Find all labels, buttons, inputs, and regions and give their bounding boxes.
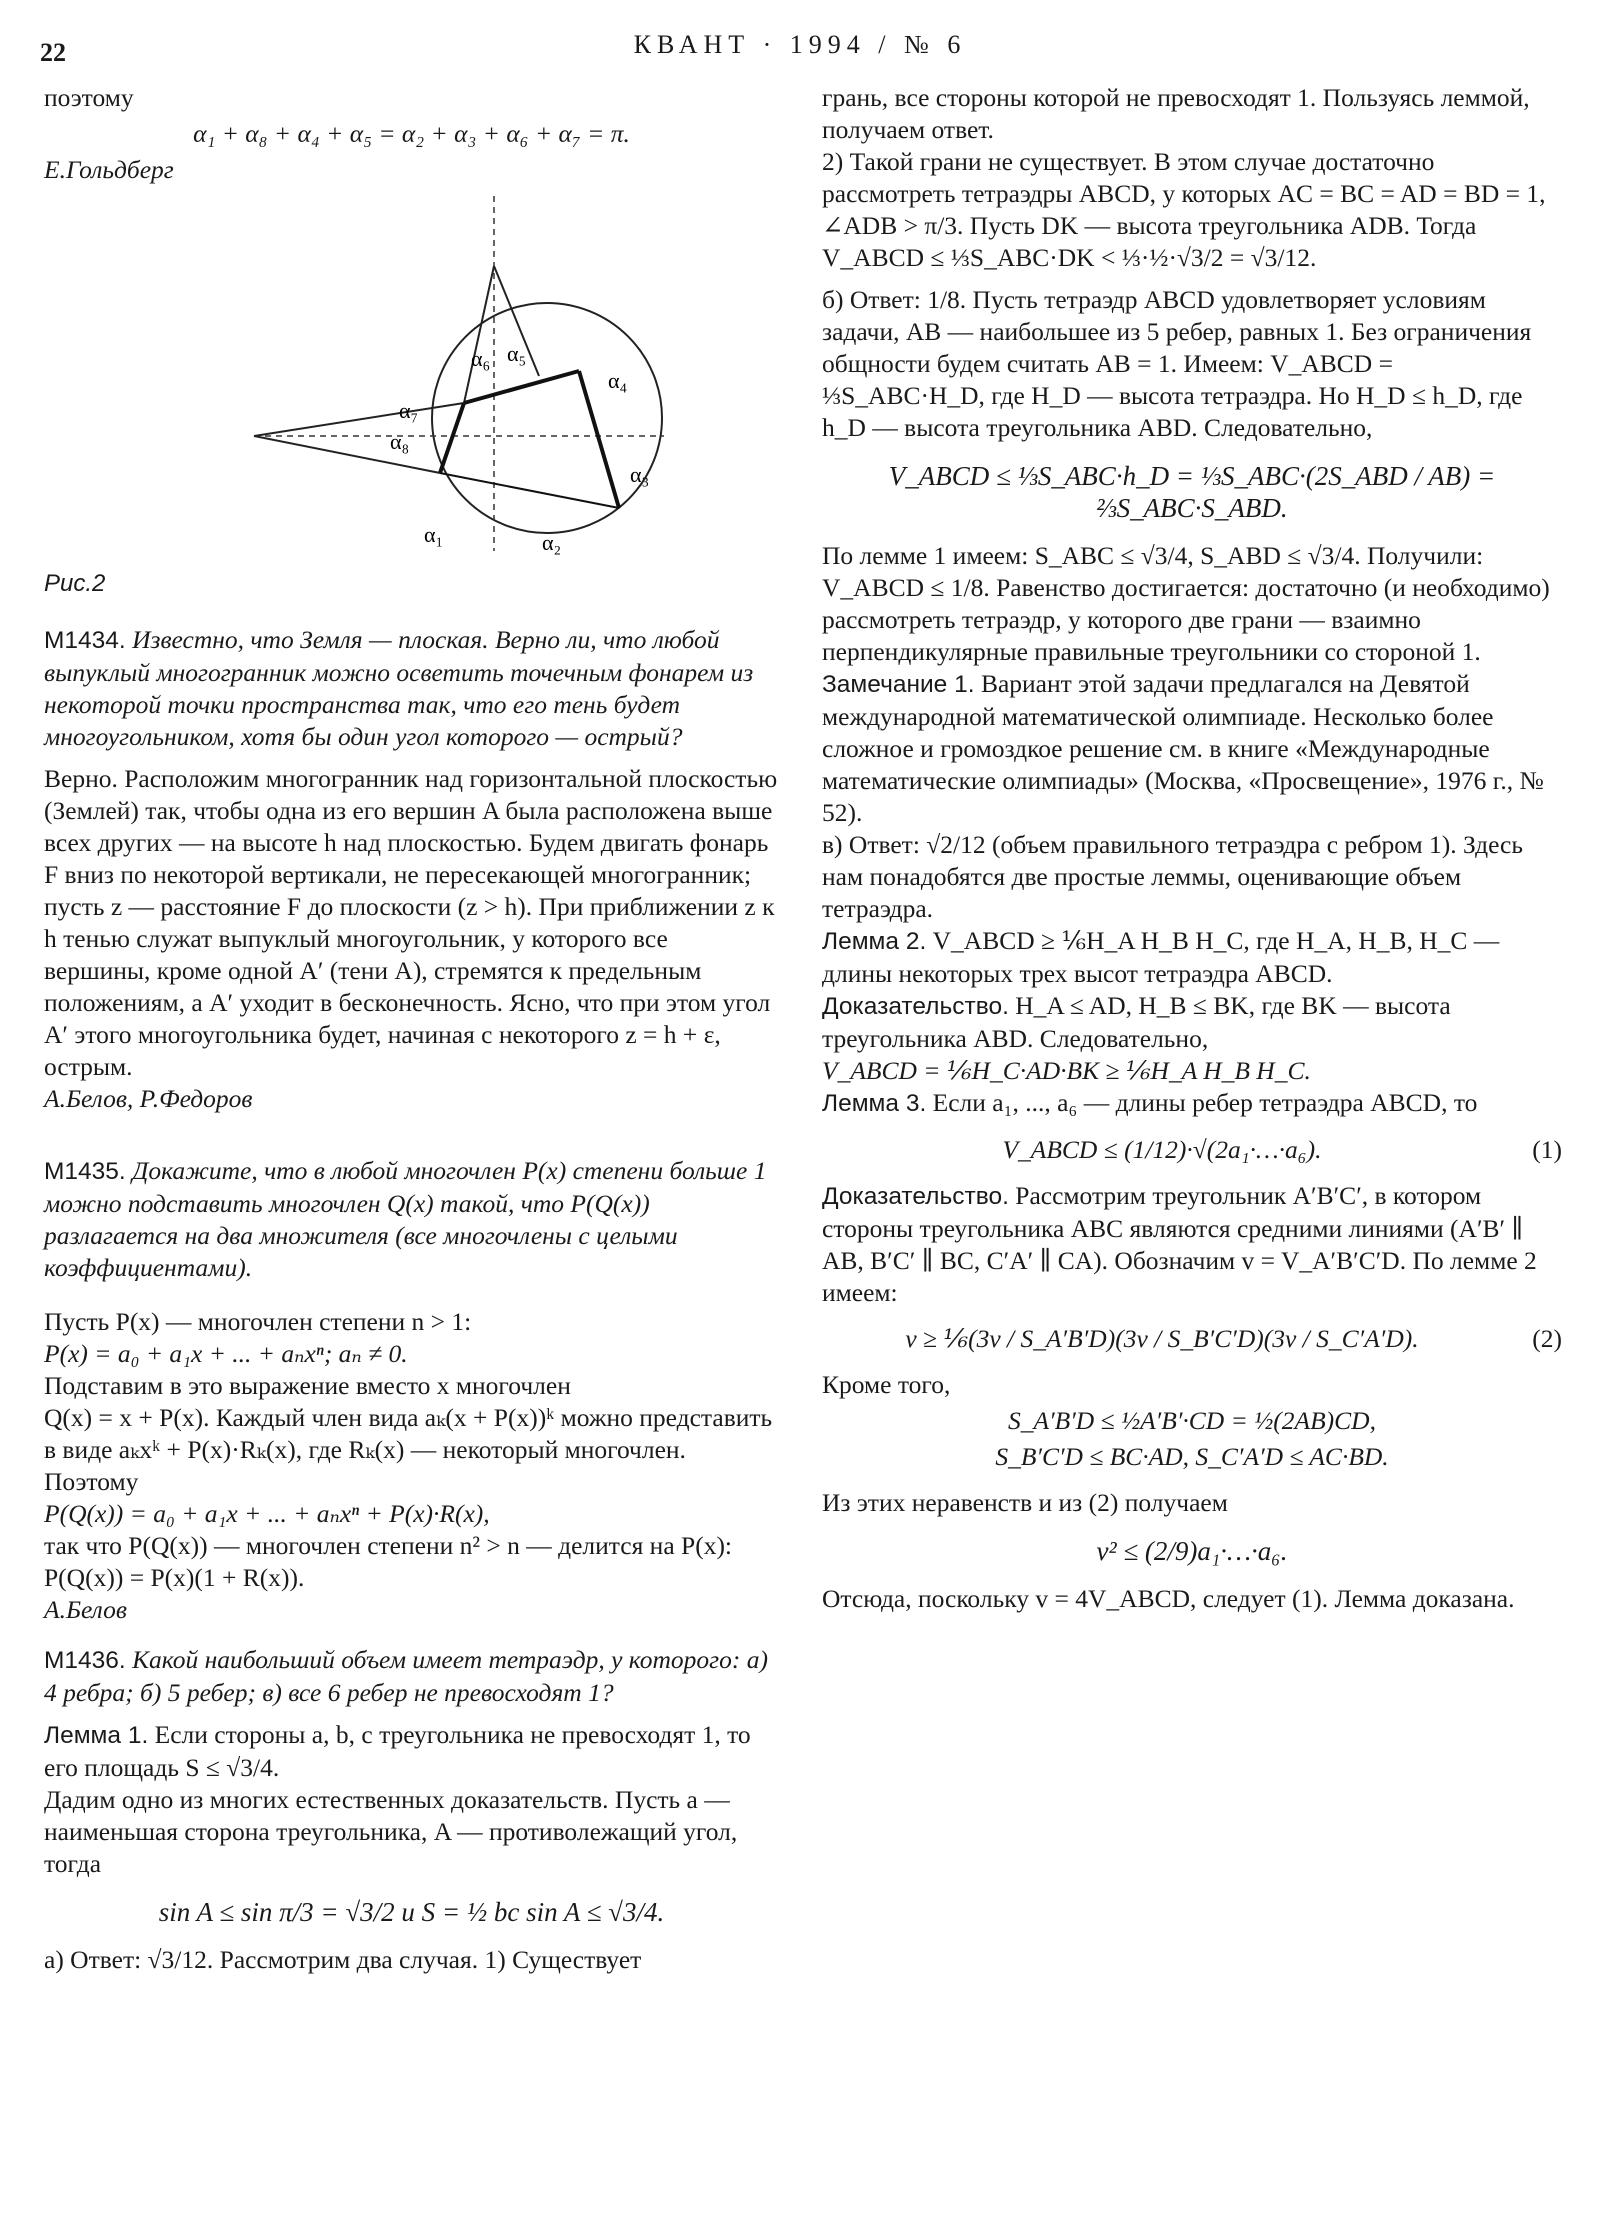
problem-authors: А.Белов, Р.Федоров [44, 1084, 253, 1113]
right-column [822, 82, 1562, 1615]
inequality-1: S_A′B′D ≤ ½A′B′·CD = ½(2AB)CD, [1008, 1406, 1376, 1435]
author-goldberg: Е.Гольдберг [44, 155, 174, 184]
problem-statement: Известно, что Земля — плоская. Верно ли, что любой выпуклый многогранник можно осветить точечным фонарем из некоторой точки пространства так, что его тень будет многоугольником, хотя бы один угол которого — острый? [44, 625, 754, 751]
problem-m1436 [44, 1644, 779, 1976]
problem-number: М1434. [44, 627, 126, 654]
problem-author: А.Белов [44, 1595, 127, 1624]
problem-m1434 [44, 624, 779, 1115]
problem-solution: Верно. Расположим многогранник над горизонтальной плоскостью (Землей) так, чтобы одна из его вершин A была расположена выше всех других — на высоте h над плоскостью. Будем двигать фонарь F вниз по некоторой вертикали, не пересекающей многогранник; пусть z — расстояние F до плоскости (z > h). При приближении z к h тенью служат выпуклый многоугольник, у которого все вершины, кроме одной A′ (тени A), стремятся к предельным положениям, а A′ уходит в бесконечность. Ясно, что при этом угол A′ этого многоугольника будет, начиная с некоторого z = h + ε, острым. [44, 764, 778, 1081]
figure-caption: Рис.2 [44, 570, 106, 597]
from-these-text: Из этих неравенств и из (2) получаем [822, 1488, 1228, 1517]
remark-text: Вариант этой задачи предлагался на Девятой международной математической олимпиаде. Несколько более сложное и громоздкое решение см. в книге «Международные математические олимпиады» (Москва, «Просвещение», 1976 г., № 52). [822, 669, 1544, 827]
problem-m1435 [44, 1155, 779, 1626]
equation-number: (1) [1532, 1135, 1562, 1164]
part-b-end: По лемме 1 имеем: S_ABC ≤ √3/4, S_ABD ≤ √3/4. Получили: V_ABCD ≤ 1/8. Равенство достигается: достаточно (и необходимо) рассмотреть тетраэдр, у которого две грани — взаимно перпендикулярные правильные треугольники со стороной 1. [822, 541, 1550, 666]
figure-label-alpha8: α₈ [390, 429, 410, 454]
figure-label-alpha1: α₁ [424, 522, 444, 547]
figure-label-alpha6: α₆ [471, 346, 491, 371]
figure-label-alpha7: α₇ [399, 398, 419, 423]
lemma-text: V_ABCD ≥ ⅙H_A H_B H_C, где H_A, H_B, H_C — длины некоторых трех высот тетраэдра ABCD. [822, 926, 1500, 988]
intro-text: поэтому [44, 83, 134, 112]
equation-number: (2) [1532, 1324, 1562, 1353]
solution-line: так что P(Q(x)) — многочлен степени n² > n — делится на P(x): P(Q(x)) = P(x)(1 + R(x)). [44, 1531, 733, 1592]
equation-body: v ≥ ⅙(3v / S_A′B′D)(3v / S_B′C′D)(3v / S_C′A′D). [905, 1324, 1419, 1353]
lemma-label: Лемма 3. [822, 1090, 927, 1117]
figure-label-alpha3: α₃ [630, 462, 650, 487]
equation-2 [822, 1323, 1562, 1355]
part-b-text: б) Ответ: 1/8. Пусть тетраэдр ABCD удовлетворяет условиям задачи, AB — наибольшее из 5 ребер, равных 1. Без ограничения общности будем считать AB = 1. Имеем: V_ABCD = ⅓S_ABC·H_D, где H_D — высота тетраэдра. Но H_D ≤ h_D, где h_D — высота треугольника ABD. Следовательно, [822, 285, 1532, 442]
proof-intro: Дадим одно из многих естественных доказательств. Пусть a — наименьшая сторона треугольника, A — противолежащий угол, тогда [44, 1785, 738, 1878]
equation-1 [822, 1134, 1562, 1166]
proof-text: H_A ≤ AD, H_B ≤ BK, где BK — высота треугольника ABD. Следовательно, [822, 991, 1451, 1053]
v-squared-inequality: v² ≤ (2/9)a₁·…·a₆. [1096, 1536, 1288, 1566]
solution-line: P(x) = a₀ + a₁x + ... + aₙxⁿ; aₙ ≠ 0. [44, 1339, 408, 1368]
problem-statement: Докажите, что в любой многочлен P(x) степени больше 1 можно подставить многочлен Q(x) такой, что P(Q(x)) разлагается на два множителя (все многочлены с целыми коэффициентами). [44, 1156, 767, 1282]
proof2-formula: V_ABCD = ⅙H_C·AD·BK ≥ ⅙H_A H_B H_C. [822, 1056, 1311, 1085]
conclusion-text: Отсюда, поскольку v = 4V_ABCD, следует (1). Лемма доказана. [822, 1584, 1515, 1613]
problem-statement: Какой наибольший объем имеет тетраэдр, у которого: а) 4 ребра; б) 5 ребер; в) все 6 ребер не превосходят 1? [44, 1645, 768, 1707]
proof-label: Доказательство. [822, 1183, 1009, 1210]
figure-label-alpha5: α₅ [507, 341, 527, 366]
besides-text: Кроме того, [822, 1370, 951, 1399]
figure-label-alpha4: α₄ [608, 368, 628, 393]
lemma-text: Если стороны a, b, c треугольника не превосходят 1, то его площадь S ≤ √3/4. [44, 1720, 751, 1782]
solution-line: Q(x) = x + P(x). Каждый член вида aₖ(x + P(x))ᵏ можно представить в виде aₖxᵏ + P(x)·Rₖ(x), где Rₖ(x) — некоторый многочлен. Поэтому [44, 1403, 773, 1496]
running-title: КВАНТ · 1994 / № 6 [633, 30, 967, 59]
page-number: 22 [40, 38, 66, 67]
lemma-label: Лемма 1. [44, 1722, 149, 1749]
figure-label-alpha2: α₂ [542, 530, 562, 555]
solution-line: Пусть P(x) — многочлен степени n > 1: [44, 1307, 472, 1336]
problem-number: М1436. [44, 1647, 126, 1674]
equation-body: V_ABCD ≤ (1/12)·√(2a₁·…·a₆). [1002, 1135, 1322, 1164]
inequality-2: S_B′C′D ≤ BC·AD, S_C′A′D ≤ AC·BD. [995, 1442, 1389, 1471]
figure-2 [44, 186, 779, 606]
solution-line: Подставим в это выражение вместо x многочлен [44, 1371, 571, 1400]
lemma-label: Лемма 2. [822, 928, 927, 955]
figure-2-diagram [44, 186, 779, 556]
proof-label: Доказательство. [822, 993, 1009, 1020]
remark-label: Замечание 1. [822, 671, 975, 698]
sin-formula: sin A ≤ sin π/3 = √3/2 и S = ½ bc sin A ≤ √3/4. [158, 1897, 665, 1927]
alpha-identity: α₁ + α₈ + α₄ + α₅ = α₂ + α₃ + α₆ + α₇ = π. [193, 119, 630, 148]
continuation-text: грань, все стороны которой не превосходят 1. Пользуясь леммой, получаем ответ. [822, 83, 1530, 144]
solution-line: P(Q(x)) = a₀ + a₁x + ... + aₙxⁿ + P(x)·R(x), [44, 1499, 490, 1528]
figure-circle [432, 303, 662, 533]
lemma-text: Если a₁, ..., a₆ — длины ребер тетраэдра ABCD, то [932, 1088, 1478, 1117]
part-c-text: в) Ответ: √2/12 (объем правильного тетраэдра с ребром 1). Здесь нам понадобятся две простые леммы, оценивающие объем тетраэдра. [822, 830, 1523, 923]
problem-number: М1435. [44, 1158, 126, 1185]
proof-text: Рассмотрим треугольник A′B′C′, в котором стороны треугольника ABC являются средними линиями (A′B′ ∥ AB, B′C′ ∥ BC, C′A′ ∥ CA). Обозначим v = V_A′B′C′D. По лемме 2 имеем: [822, 1181, 1537, 1307]
answer-a: а) Ответ: √3/12. Рассмотрим два случая. 1) Существует [44, 1945, 642, 1974]
left-column [44, 82, 779, 1976]
case-2-text: 2) Такой грани не существует. В этом случае достаточно рассмотреть тетраэдры ABCD, у которых AC = BC = AD = BD = 1, ∠ADB > π/3. Пусть DK — высота треугольника ADB. Тогда V_ABCD ≤ ⅓S_ABC·DK < ⅓·½·√3/2 = √3/12. [822, 147, 1546, 272]
formula-b: V_ABCD ≤ ⅓S_ABC·h_D = ⅓S_ABC·(2S_ABD / AB) = ⅔S_ABC·S_ABD. [888, 461, 1496, 523]
